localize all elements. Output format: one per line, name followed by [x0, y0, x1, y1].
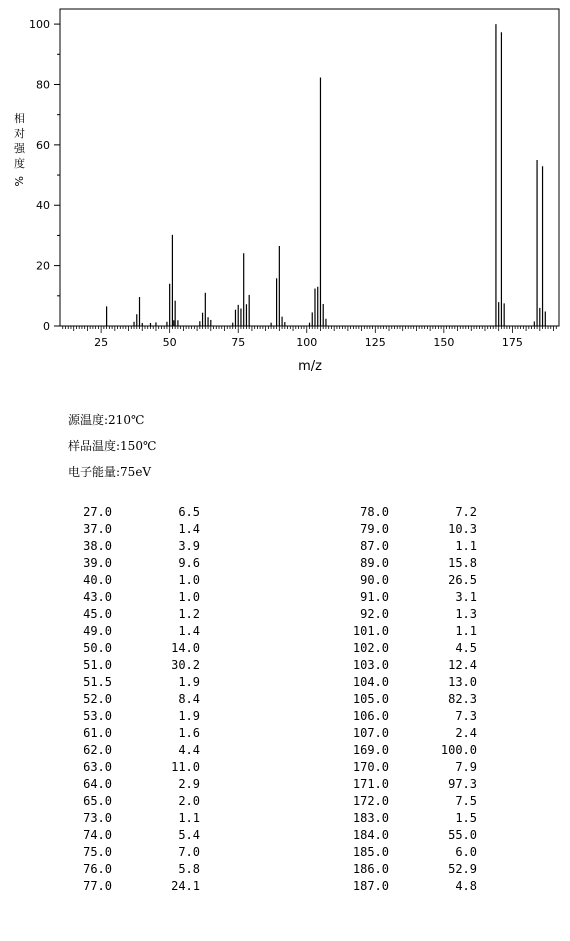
peak-mz: 50.0: [83, 641, 112, 655]
peak-mz: 65.0: [83, 794, 112, 808]
peak-intensity: 8.4: [178, 692, 200, 706]
y-tick-label: 100: [29, 18, 50, 32]
peak-mz: 102.0: [352, 641, 389, 655]
peak-mz: 103.0: [352, 658, 389, 672]
peak-mz: 52.0: [83, 692, 112, 706]
peak-mz: 45.0: [83, 607, 112, 621]
peak-mz: 51.0: [83, 658, 112, 672]
peak-mz: 185.0: [352, 845, 389, 859]
peak-row: [345, 555, 545, 572]
peak-mz: 27.0: [83, 505, 112, 519]
peak-intensity: 5.4: [178, 828, 200, 842]
y-tick-label: 60: [36, 138, 50, 152]
peak-row: [68, 759, 268, 776]
peak-intensity: 7.0: [178, 845, 200, 859]
peak-mz: 104.0: [352, 675, 389, 689]
peak-intensity: 1.2: [178, 607, 200, 621]
peak-mz: 40.0: [83, 573, 112, 587]
peak-mz: 38.0: [83, 539, 112, 553]
peak-row: [68, 555, 268, 572]
peak-intensity: 1.4: [178, 624, 200, 638]
peak-row: [345, 776, 545, 793]
sample-temperature: 样品温度:150℃: [68, 439, 157, 453]
peak-row: [345, 640, 545, 657]
peak-intensity: 2.4: [455, 726, 477, 740]
peak-row: [345, 861, 545, 878]
peak-row: [345, 674, 545, 691]
peak-intensity: 52.9: [448, 862, 477, 876]
peak-intensity: 1.4: [178, 522, 200, 536]
peak-mz: 89.0: [360, 556, 389, 570]
peak-mz: 75.0: [83, 845, 112, 859]
source-temperature: 源温度:210℃: [68, 413, 145, 427]
peak-row: [345, 827, 545, 844]
peak-mz: 92.0: [360, 607, 389, 621]
peak-intensity: 97.3: [448, 777, 477, 791]
y-tick-label: 40: [36, 199, 50, 213]
peak-row: [68, 708, 268, 725]
peak-mz: 91.0: [360, 590, 389, 604]
peak-row: [345, 572, 545, 589]
x-tick-label: 100: [296, 336, 318, 349]
peak-mz: 39.0: [83, 556, 112, 570]
peak-intensity: 4.8: [455, 879, 477, 893]
peak-row: [68, 793, 268, 810]
peak-intensity: 6.0: [455, 845, 477, 859]
x-tick-label: 25: [94, 336, 109, 349]
peak-mz: 62.0: [83, 743, 112, 757]
peak-intensity: 26.5: [448, 573, 477, 587]
peak-mz: 49.0: [83, 624, 112, 638]
peak-mz: 187.0: [352, 879, 389, 893]
peak-row: [345, 708, 545, 725]
peak-intensity: 11.0: [171, 760, 200, 774]
peak-row: [68, 623, 268, 640]
peak-intensity: 2.9: [178, 777, 200, 791]
peak-intensity: 1.6: [178, 726, 200, 740]
peak-row: [345, 606, 545, 623]
peak-mz: 76.0: [83, 862, 112, 876]
peak-mz: 61.0: [83, 726, 112, 740]
peak-row: [68, 776, 268, 793]
peak-intensity: 1.5: [455, 811, 477, 825]
peak-mz: 105.0: [352, 692, 389, 706]
peak-mz: 171.0: [352, 777, 389, 791]
peak-intensity: 15.8: [448, 556, 477, 570]
peak-intensity: 1.9: [178, 709, 200, 723]
peak-row: [345, 623, 545, 640]
peak-mz: 107.0: [352, 726, 389, 740]
mass-spectrum-chart: [0, 0, 570, 380]
peak-row: [68, 674, 268, 691]
peak-mz: 186.0: [352, 862, 389, 876]
peak-row: [68, 844, 268, 861]
peak-row: [68, 504, 268, 521]
x-axis-ticks: [63, 326, 557, 349]
y-tick-label: 0: [43, 320, 50, 333]
peak-intensity: 3.9: [178, 539, 200, 553]
x-tick-label: 125: [364, 336, 386, 349]
peak-row: [68, 691, 268, 708]
peak-mz: 73.0: [83, 811, 112, 825]
peak-intensity: 1.0: [178, 573, 200, 587]
y-axis-label: [12, 111, 26, 186]
peak-mz: 53.0: [83, 709, 112, 723]
peak-intensity: 1.0: [178, 590, 200, 604]
peak-row: [345, 538, 545, 555]
x-tick-label: 75: [231, 336, 246, 349]
peak-intensity: 1.1: [455, 539, 477, 553]
peak-intensity: 1.1: [178, 811, 200, 825]
y-axis-label-char-2: 对: [14, 127, 25, 140]
peak-row: [68, 878, 268, 895]
peak-mz: 79.0: [360, 522, 389, 536]
y-axis-label-unit: %: [12, 176, 25, 187]
peak-row: [345, 793, 545, 810]
peak-intensity: 2.0: [178, 794, 200, 808]
peak-intensity: 82.3: [448, 692, 477, 706]
peak-mz: 90.0: [360, 573, 389, 587]
spectrum-peaks: [107, 24, 546, 326]
y-axis-label-char-4: 度: [14, 157, 25, 170]
y-tick-label: 80: [36, 78, 50, 92]
x-tick-label: 175: [501, 336, 523, 349]
y-tick-label: 20: [36, 259, 50, 273]
peak-row: [68, 606, 268, 623]
peak-mz: 106.0: [352, 709, 389, 723]
peak-intensity: 30.2: [171, 658, 200, 672]
peak-intensity: 7.2: [455, 505, 477, 519]
peak-intensity: 24.1: [171, 879, 200, 893]
peak-row: [68, 572, 268, 589]
peak-mz: 87.0: [360, 539, 389, 553]
peak-mz: 37.0: [83, 522, 112, 536]
peak-row: [345, 844, 545, 861]
peak-row: [345, 657, 545, 674]
peak-intensity: 7.5: [455, 794, 477, 808]
peak-row: [345, 589, 545, 606]
peak-row: [345, 521, 545, 538]
y-axis-ticks: [29, 18, 60, 333]
peak-intensity: 7.9: [455, 760, 477, 774]
electron-energy: 电子能量:75eV: [68, 465, 152, 479]
peak-row: [68, 538, 268, 555]
peak-intensity: 14.0: [171, 641, 200, 655]
peak-intensity: 10.3: [448, 522, 477, 536]
peak-mz: 51.5: [83, 675, 112, 689]
peak-mz: 184.0: [352, 828, 389, 842]
peak-row: [68, 640, 268, 657]
peak-mz: 172.0: [352, 794, 389, 808]
peak-intensity: 55.0: [448, 828, 477, 842]
peak-mz: 170.0: [352, 760, 389, 774]
peak-intensity: 100.0: [440, 743, 477, 757]
peak-mz: 169.0: [352, 743, 389, 757]
peak-row: [345, 504, 545, 521]
peak-intensity: 4.5: [455, 641, 477, 655]
peak-intensity: 5.8: [178, 862, 200, 876]
peak-row: [68, 657, 268, 674]
peak-row: [68, 725, 268, 742]
x-axis-label: m/z: [298, 359, 322, 374]
peak-row: [345, 878, 545, 895]
peak-table-right: [345, 504, 545, 895]
peak-intensity: 7.3: [455, 709, 477, 723]
peak-table-left: [68, 504, 268, 895]
peak-row: [345, 691, 545, 708]
peak-row: [345, 742, 545, 759]
peak-intensity: 1.1: [455, 624, 477, 638]
peak-mz: 63.0: [83, 760, 112, 774]
peak-mz: 77.0: [83, 879, 112, 893]
peak-row: [68, 827, 268, 844]
peak-mz: 64.0: [83, 777, 112, 791]
peak-row: [68, 810, 268, 827]
peak-intensity: 4.4: [178, 743, 200, 757]
peak-mz: 74.0: [83, 828, 112, 842]
y-axis-label-char-3: 强: [14, 142, 25, 155]
peak-row: [345, 725, 545, 742]
peak-row: [68, 589, 268, 606]
peak-intensity: 1.9: [178, 675, 200, 689]
y-axis-label-char-1: 相: [14, 112, 25, 125]
peak-intensity: 13.0: [448, 675, 477, 689]
peak-intensity: 6.5: [178, 505, 200, 519]
peak-mz: 101.0: [352, 624, 389, 638]
peak-row: [68, 861, 268, 878]
peak-row: [68, 742, 268, 759]
peak-intensity: 1.3: [455, 607, 477, 621]
peak-mz: 183.0: [352, 811, 389, 825]
peak-intensity: 3.1: [455, 590, 477, 604]
peak-intensity: 12.4: [448, 658, 477, 672]
peak-mz: 43.0: [83, 590, 112, 604]
peak-intensity: 9.6: [178, 556, 200, 570]
peak-row: [345, 810, 545, 827]
peak-row: [68, 521, 268, 538]
peak-row: [345, 759, 545, 776]
x-tick-label: 150: [433, 336, 455, 349]
x-tick-label: 50: [162, 336, 177, 349]
peak-mz: 78.0: [360, 505, 389, 519]
plot-frame: [60, 9, 559, 326]
